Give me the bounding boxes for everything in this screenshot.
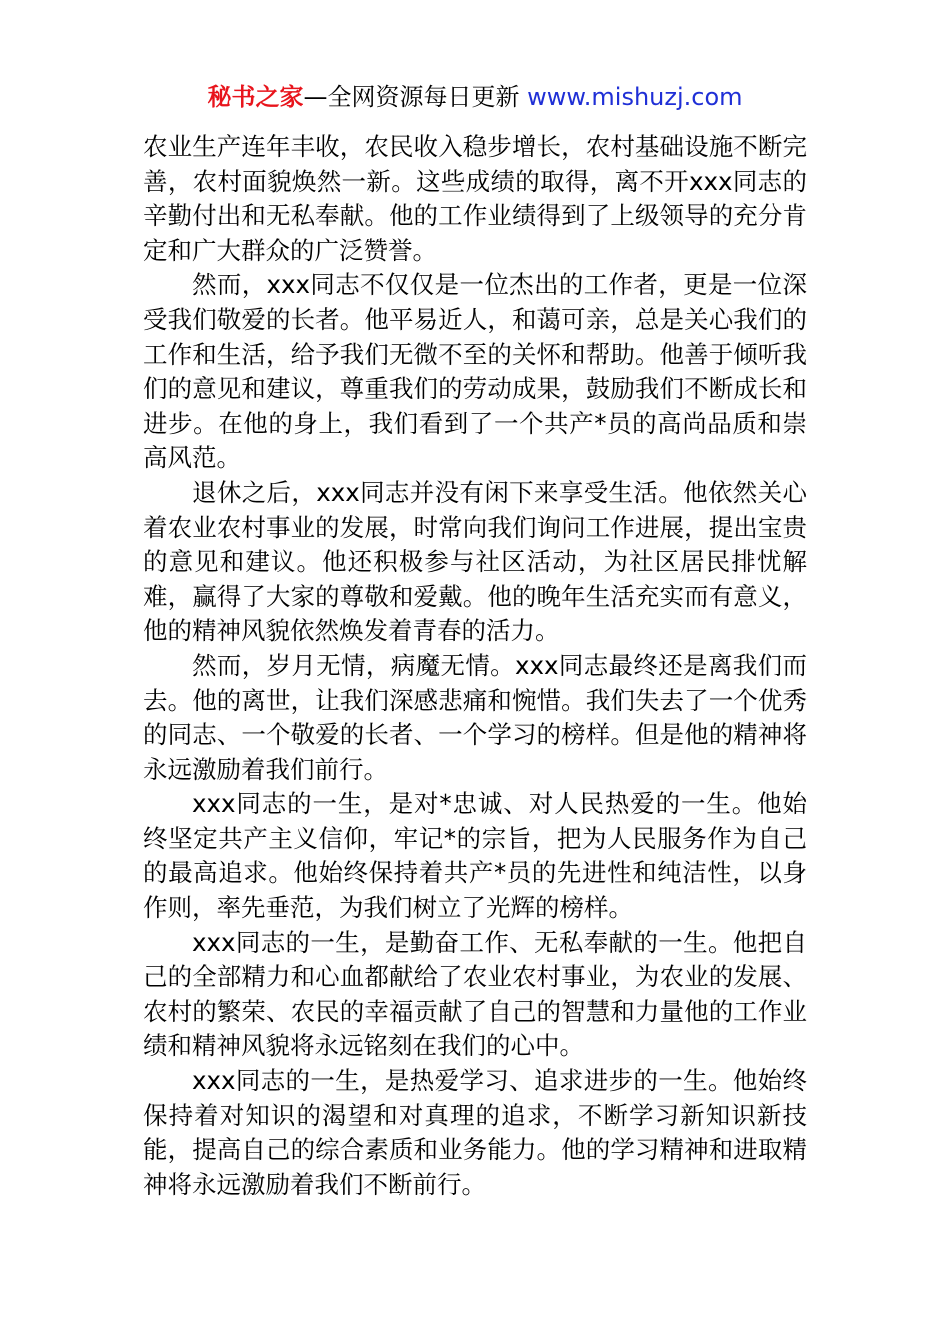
paragraph-6: xxx同志的一生，是勤奋工作、无私奉献的一生。他把自己的全部精力和心血都献给了农业农村事业，为农业的发展、农村的繁荣、农民的幸福贡献了自己的智慧和力量他的工作业绩和精神风貌将永远铭刻在我们的心中。 [143, 927, 807, 1061]
document-body [143, 130, 807, 1202]
site-brand: 秘书之家 [207, 83, 304, 111]
paragraph-3: 退休之后，xxx同志并没有闲下来享受生活。他依然关心着农业农村事业的发展，时常向我们询问工作进展，提出宝贵的意见和建议。他还积极参与社区活动，为社区居民排忧解难，赢得了大家的尊敬和爱戴。他的晚年生活充实而有意义，他的精神风貌依然焕发着青春的活力。 [143, 477, 807, 646]
paragraph-5: xxx同志的一生，是对*忠诚、对人民热爱的一生。他始终坚定共产主义信仰，牢记*的宗旨，把为人民服务作为自己的最高追求。他始终保持着共产*员的先进性和纯洁性，以身作则，率先垂范，为我们树立了光辉的榜样。 [143, 789, 807, 923]
paragraph-1: 农业生产连年丰收，农民收入稳步增长，农村基础设施不断完善，农村面貌焕然一新。这些成绩的取得，离不开xxx同志的辛勤付出和无私奉献。他的工作业绩得到了上级领导的充分肯定和广大群众的广泛赞誉。 [143, 132, 807, 265]
paragraph-7: xxx同志的一生，是热爱学习、追求进步的一生。他始终保持着对知识的渴望和对真理的追求，不断学习新知识新技能，提高自己的综合素质和业务能力。他的学习精神和进取精神将永远激励着我们不断前行。 [143, 1066, 807, 1199]
site-slogan: —全网资源每日更新 [303, 83, 528, 111]
site-url-link[interactable]: www.mishuzj.com [527, 83, 743, 111]
site-header [0, 80, 950, 114]
paragraph-2: 然而，xxx同志不仅仅是一位杰出的工作者，更是一位深受我们敬爱的长者。他平易近人，和蔼可亲，总是关心我们的工作和生活，给予我们无微不至的关怀和帮助。他善于倾听我们的意见和建议，尊重我们的劳动成果，鼓励我们不断成长和进步。在他的身上，我们看到了一个共产*员的高尚品质和崇高风范。 [143, 270, 807, 473]
paragraph-4: 然而，岁月无情，病魔无情。xxx同志最终还是离我们而去。他的离世，让我们深感悲痛和惋惜。我们失去了一个优秀的同志、一个敬爱的长者、一个学习的榜样。但是他的精神将永远激励着我们前行。 [143, 650, 807, 784]
